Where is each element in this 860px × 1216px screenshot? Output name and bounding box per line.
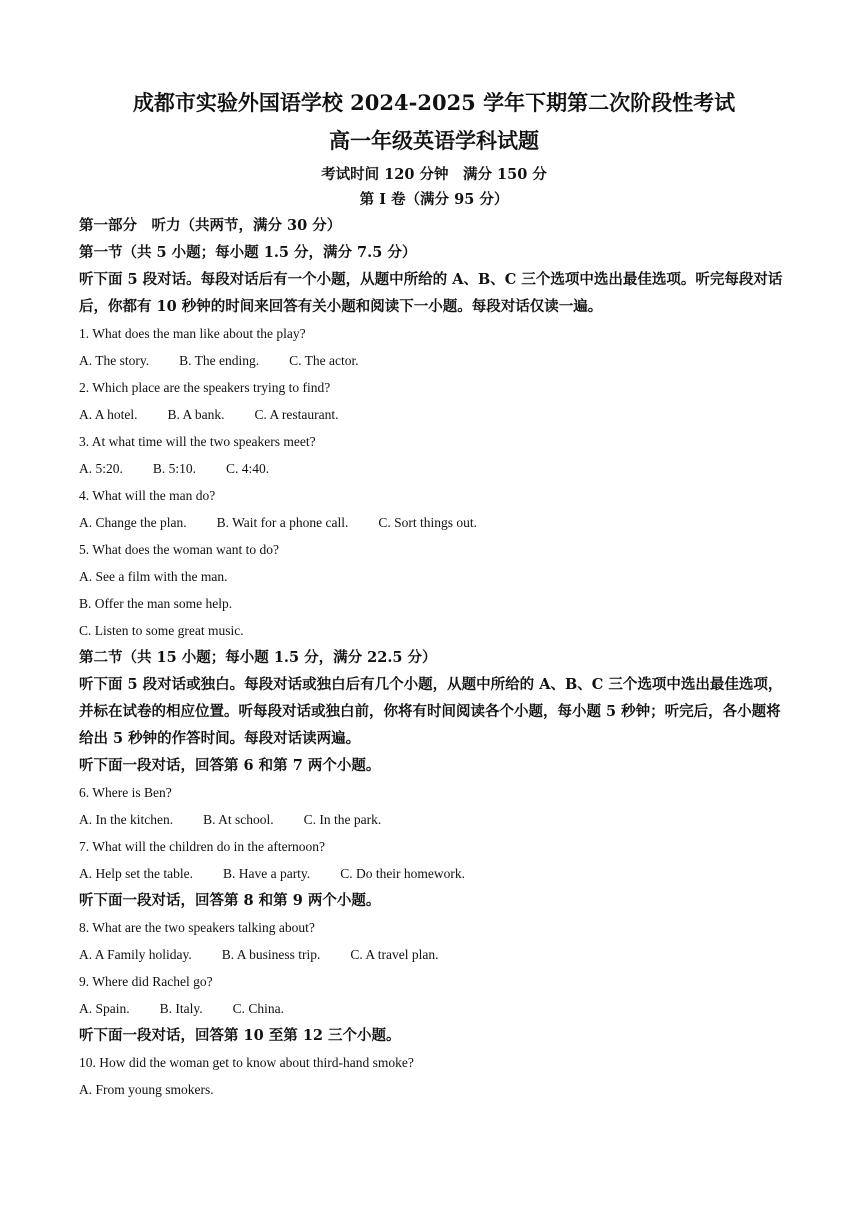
question-3: 3. At what time will the two speakers meet? [79,434,316,449]
option-a: A. Spain. [79,1001,130,1016]
option-b: B. Wait for a phone call. [216,515,349,530]
question-3-options [79,455,789,482]
option-c: C. The actor. [289,353,359,368]
option-c: C. Sort things out. [378,515,478,530]
section1-instructions: 听下面 5 段对话。每段对话后有一个小题，从题中所给的 A、B、C 三个选项中选出最佳选项。听完每段对话后，你都有 10 秒钟的时间来回答有关小题和阅读下一小题。每段对话仅读一遍。 [79,271,783,315]
question-6-options [79,806,789,833]
section1-heading: 第一节（共 5 小题；每小题 1.5 分，满分 7.5 分） [79,244,417,261]
option-a: A. Change the plan. [79,515,187,530]
question-8: 8. What are the two speakers talking about? [79,920,315,935]
question-1-options [79,347,789,374]
option-c: C. In the park. [303,812,382,827]
question-8-options [79,941,789,968]
group3-prompt: 听下面一段对话，回答第 10 至第 12 三个小题。 [79,1027,401,1044]
option-b: B. The ending. [179,353,260,368]
option-a: A. Help set the table. [79,866,193,881]
option-b: B. A business trip. [221,947,321,962]
option-b: B. A bank. [167,407,225,422]
option-c: C. China. [232,1001,285,1016]
exam-info: 考试时间 120 分钟 满分 150 分 [321,166,547,183]
exam-subtitle: 高一年级英语学科试题 [329,128,539,153]
option-a: A. 5:20. [79,461,123,476]
option-a: A. In the kitchen. [79,812,174,827]
question-4-options [79,509,789,536]
part1-heading: 第一部分 听力（共两节，满分 30 分） [79,217,342,234]
question-9: 9. Where did Rachel go? [79,974,213,989]
volume-heading: 第 Ⅰ 卷（满分 95 分） [359,191,509,208]
question-9-options [79,995,789,1022]
group2-prompt: 听下面一段对话，回答第 8 和第 9 两个小题。 [79,892,381,909]
exam-title: 成都市实验外国语学校 2024-2025 学年下期第二次阶段性考试 [132,90,736,115]
option-a: A. The story. [79,353,150,368]
option-c: C. Listen to some great music. [79,623,244,638]
question-1: 1. What does the man like about the play? [79,326,306,341]
group1-prompt: 听下面一段对话，回答第 6 和第 7 两个小题。 [79,757,381,774]
option-a: A. A Family holiday. [79,947,192,962]
option-c: C. A restaurant. [254,407,339,422]
option-a: A. A hotel. [79,407,138,422]
option-c: C. A travel plan. [350,947,439,962]
option-a: A. From young smokers. [79,1082,214,1097]
option-b: B. Italy. [159,1001,203,1016]
option-c: C. Do their homework. [340,866,466,881]
question-5: 5. What does the woman want to do? [79,542,279,557]
option-b: B. At school. [203,812,274,827]
option-b: B. Have a party. [222,866,311,881]
question-7-options [79,860,789,887]
question-10: 10. How did the woman get to know about third-hand smoke? [79,1055,414,1070]
exam-page [79,88,789,1103]
option-c: C. 4:40. [226,461,270,476]
option-a: A. See a film with the man. [79,569,228,584]
option-b: B. 5:10. [152,461,197,476]
question-2-options [79,401,789,428]
section2-instructions: 听下面 5 段对话或独白。每段对话或独白后有几个小题，从题中所给的 A、B、C 三个选项中选出最佳选项，并标在试卷的相应位置。听每段对话或独白前，你将有时间阅读各个小题，每小题 5 秒钟；听完后，各小题将给出 5 秒钟的作答时间。每段对话读两遍。 [79,676,783,747]
question-6: 6. Where is Ben? [79,785,172,800]
question-2: 2. Which place are the speakers trying to find? [79,380,331,395]
question-4: 4. What will the man do? [79,488,216,503]
question-7: 7. What will the children do in the afternoon? [79,839,326,854]
section2-heading: 第二节（共 15 小题；每小题 1.5 分，满分 22.5 分） [79,649,437,666]
option-b: B. Offer the man some help. [79,596,233,611]
